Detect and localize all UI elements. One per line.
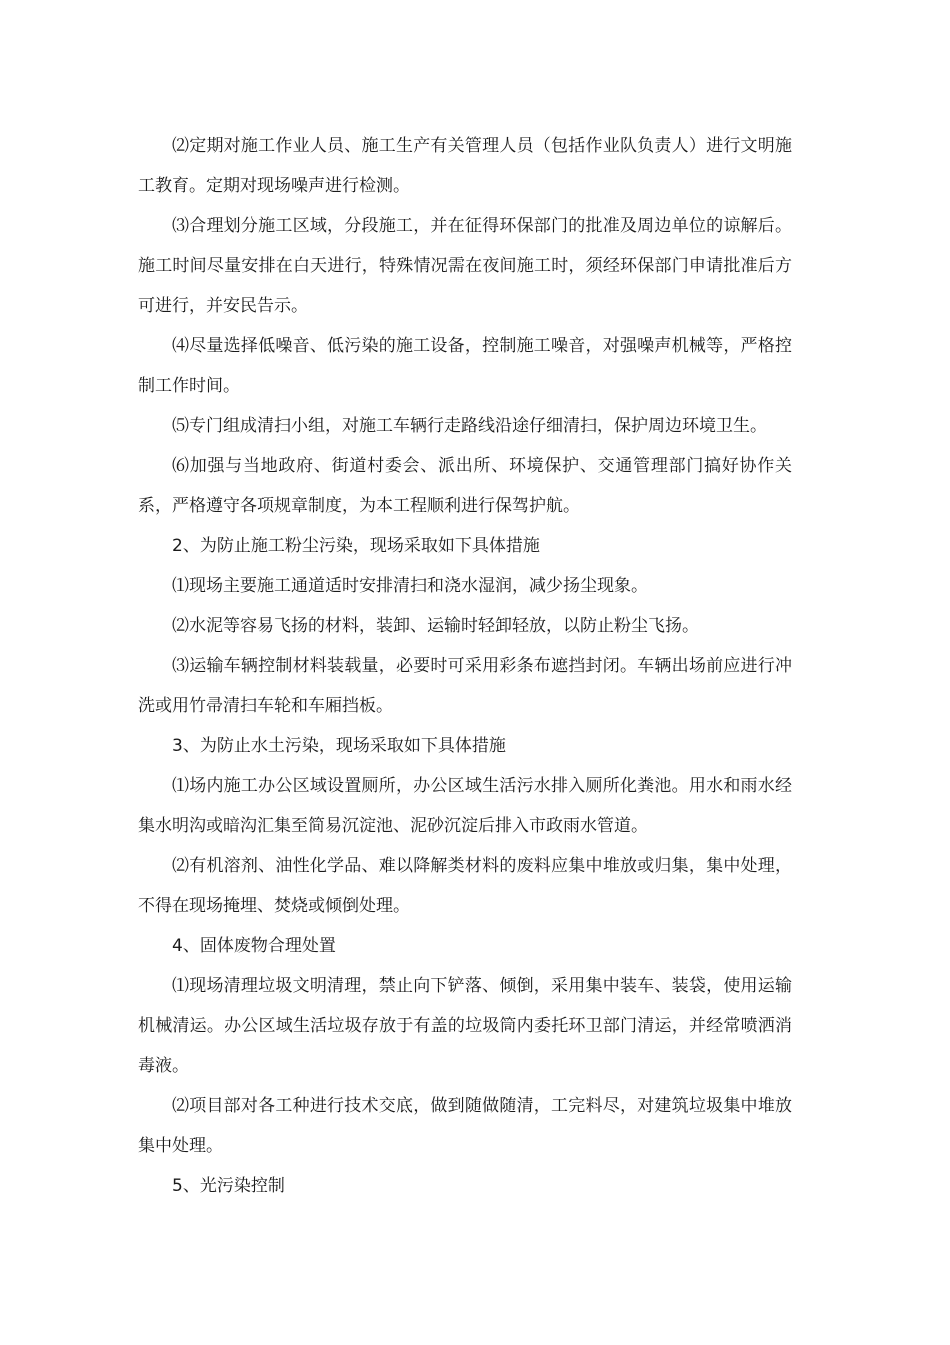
paragraph-garbage-removal: ⑴现场清理垃圾文明清理，禁止向下铲落、倾倒，采用集中装车、装袋，使用运输机械清运。办公区域生活垃圾存放于有盖的垃圾筒内委托环卫部门清运，并经常喷洒消毒液。 — [138, 976, 792, 1076]
paragraph-noise-education: ⑵定期对施工作业人员、施工生产有关管理人员（包括作业队负责人）进行文明施工教育。定期对现场噪声进行检测。 — [138, 136, 792, 196]
paragraph-cement-handling: ⑵水泥等容易飞扬的材料，装卸、运输时轻卸轻放，以防止粉尘飞扬。 — [172, 616, 699, 636]
section-heading-water-soil: 3、为防止水土污染，现场采取如下具体措施 — [172, 736, 506, 756]
paragraph-vehicle-control: ⑶运输车辆控制材料装载量，必要时可采用彩条布遮挡封闭。车辆出场前应进行冲洗或用竹帚清扫车轮和车厢挡板。 — [138, 656, 792, 716]
document-page — [138, 126, 792, 1206]
paragraph-local-coordination: ⑹加强与当地政府、街道村委会、派出所、环境保护、交通管理部门搞好协作关系，严格遵守各项规章制度，为本工程顺利进行保驾护航。 — [138, 456, 792, 516]
paragraph-technical-briefing: ⑵项目部对各工种进行技术交底，做到随做随清，工完料尽，对建筑垃圾集中堆放集中处理。 — [138, 1096, 792, 1156]
paragraph-low-noise-equipment: ⑷尽量选择低噪音、低污染的施工设备，控制施工噪音，对强噪声机械等，严格控制工作时间。 — [138, 336, 792, 396]
section-heading-solid-waste: 4、固体废物合理处置 — [172, 936, 336, 956]
section-heading-dust: 2、为防止施工粉尘污染，现场采取如下具体措施 — [172, 536, 540, 556]
paragraph-sewage: ⑴场内施工办公区域设置厕所，办公区域生活污水排入厕所化粪池。用水和雨水经集水明沟或暗沟汇集至简易沉淀池、泥砂沉淀后排入市政雨水管道。 — [138, 776, 792, 836]
paragraph-road-watering: ⑴现场主要施工通道适时安排清扫和浇水湿润，减少扬尘现象。 — [172, 576, 648, 596]
section-heading-light-pollution: 5、光污染控制 — [172, 1176, 285, 1196]
paragraph-cleaning-team: ⑸专门组成清扫小组，对施工车辆行走路线沿途仔细清扫，保护周边环境卫生。 — [172, 416, 767, 436]
paragraph-chemical-waste: ⑵有机溶剂、油性化学品、难以降解类材料的废料应集中堆放或归集，集中处理，不得在现场掩埋、焚烧或倾倒处理。 — [138, 856, 792, 916]
paragraph-construction-zoning: ⑶合理划分施工区域，分段施工，并在征得环保部门的批准及周边单位的谅解后。施工时间尽量安排在白天进行，特殊情况需在夜间施工时，须经环保部门申请批准后方可进行，并安民告示。 — [138, 216, 792, 316]
